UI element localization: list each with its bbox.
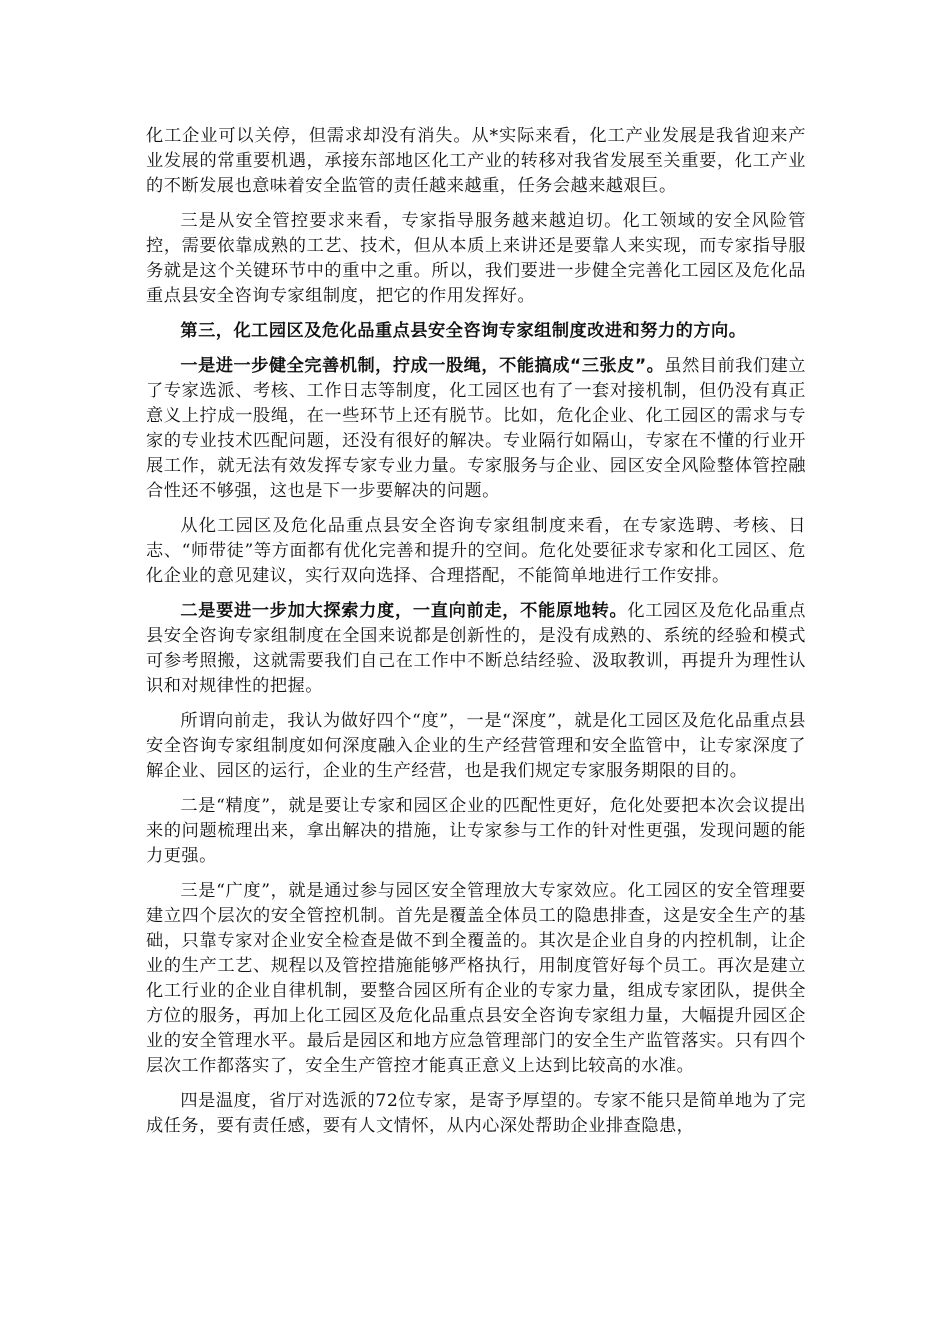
paragraph-breadth: 三是“广度”，就是通过参与园区安全管理放大专家效应。化工园区的安全管理要建立四个层次的安全管控机制。首先是覆盖全体员工的隐患排查，这是安全生产的基础，只靠专家对企业安全检查是做不到全覆盖的。其次是企业自身的内控机制，让企业的生产工艺、规程以及管控措施能够严格执行，用制度管好每个员工。再次是建立化工行业的企业自律机制，要整合园区所有企业的专家力量，组成专家团队，提供全方位的服务，再加上化工园区及危化品重点县安全咨询专家组力量，大幅提升园区企业的安全管理水平。最后是园区和地方应急管理部门的安全生产监管落实。只有四个层次工作都落实了，安全生产管控才能真正意义上达到比较高的水准。	[146, 881, 806, 1076]
point-two-lead: 二是要进一步加大探索力度，一直向前走，不能原地转。	[180, 601, 628, 621]
paragraph-continuation: 化工企业可以关停，但需求却没有消失。从*实际来看，化工产业发展是我省迎来产业发展的常重要机遇，承接东部地区化工产业的转移对我省发展至关重要，化工产业的不断发展也意味着安全监管的责任越来越重，任务会越来越艰巨。	[146, 126, 806, 196]
document-page	[146, 124, 806, 1149]
paragraph-safety-control: 三是从安全管控要求来看，专家指导服务越来越迫切。化工领域的安全风险管控，需要依靠成熟的工艺、技术，但从本质上来讲还是要靠人来实现，而专家指导服务就是这个关键环节中的重中之重。所以，我们要进一步健全完善化工园区及危化品重点县安全咨询专家组制度，把它的作用发挥好。	[146, 211, 806, 306]
point-one-body: 虽然目前我们建立了专家选派、考核、工作日志等制度，化工园区也有了一套对接机制，但仍没有真正意义上拧成一股绳，在一些环节上还有脱节。比如，危化企业、化工园区的需求与专家的专业技术匹配问题，还没有很好的解决。专业隔行如隔山，专家在不懂的行业开展工作，就无法有效发挥专家专业力量。专家服务与企业、园区安全风险整体管控融合性还不够强，这也是下一步要解决的问题。	[146, 356, 806, 501]
paragraph-expert-system: 从化工园区及危化品重点县安全咨询专家组制度来看，在专家选聘、考核、日志、“师带徒”等方面都有优化完善和提升的空间。危化处要征求专家和化工园区、危化企业的意见建议，实行双向选择、合理搭配，不能简单地进行工作安排。	[146, 516, 806, 586]
section-heading-third: 第三，化工园区及危化品重点县安全咨询专家组制度改进和努力的方向。	[180, 321, 747, 341]
point-one-lead: 一是进一步健全完善机制，拧成一股绳，不能搞成“三张皮”。	[180, 356, 665, 376]
point-two-body: 化工园区及危化品重点县安全咨询专家组制度在全国来说都是创新性的，是没有成熟的、系统的经验和模式可参考照搬，这就需要我们自己在工作中不断总结经验、汲取教训，再提升为理性认识和对规律性的把握。	[146, 601, 806, 696]
paragraph-warmth: 四是温度，省厅对选派的72位专家，是寄予厚望的。专家不能只是简单地为了完成任务，要有责任感，要有人文情怀，从内心深处帮助企业排查隐患，	[146, 1091, 806, 1136]
paragraph-depth: 所谓向前走，我认为做好四个“度”，一是“深度”，就是化工园区及危化品重点县安全咨询专家组制度如何深度融入企业的生产经营管理和安全监管中，让专家深度了解企业、园区的运行，企业的生产经营，也是我们规定专家服务期限的目的。	[146, 711, 806, 781]
paragraph-point-one	[146, 354, 806, 504]
paragraph-point-two	[146, 599, 806, 699]
paragraph-precision: 二是“精度”，就是要让专家和园区企业的匹配性更好，危化处要把本次会议提出来的问题梳理出来，拿出解决的措施，让专家参与工作的针对性更强，发现问题的能力更强。	[146, 796, 806, 866]
